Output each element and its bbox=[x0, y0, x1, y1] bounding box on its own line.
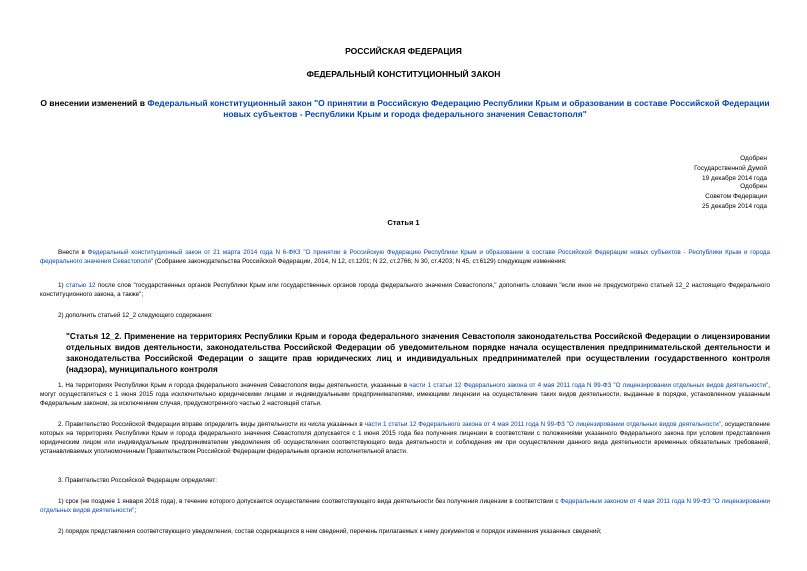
approval-council-line2: Советом Федерации bbox=[705, 193, 767, 200]
p2-law-link[interactable]: части 1 статьи 12 Федерального закона от 4 мая 2011 года N 99-ФЗ "О лицензировании отдельных видов деятельности" bbox=[364, 421, 721, 428]
p2-suffix: , осуществление которых на территориях Республики Крым и города федерального значения Севастополя допускается с 1 июня 2015 года без получения лицензии в соответствии с положениями указанного Федерального закона при условии представления юридическим лицом или индивидуальным предпринимателем уведомления об осуществлении соответствующего вида деятельности и соблюдения им при осуществлении данного вида деятельности временных обязательных требований, устанавливаемых уполномоченным Правительством Российской Федерации федеральным органом исполнительной власти. bbox=[40, 421, 770, 455]
law-title-link[interactable]: Федеральный конституционный закон "О принятии в Российскую Федерацию Республики Крым и образовании в составе Российской Федерации новых субъектов - Республики Крым и города федерального значения Севастополя" bbox=[147, 98, 770, 119]
approval-council bbox=[702, 182, 767, 212]
article-12-2-paragraph-1 bbox=[40, 381, 770, 408]
article-12-link[interactable]: статью 12 bbox=[65, 282, 96, 289]
article-1-heading: Статья 1 bbox=[387, 218, 420, 227]
federation-heading: РОССИЙСКАЯ ФЕДЕРАЦИЯ bbox=[345, 46, 462, 56]
approval-duma-line3: 19 декабря 2014 года bbox=[701, 175, 767, 182]
article-12-2-heading: "Статья 12_2. Применение на территориях Республики Крым и города федерального значения Севастополя законодательства Российской Федерации о лицензировании отдельных видов деятельности, законодательства Российской Федерации об уведомительном порядке начала осуществления предпринимательской деятельности и законодательства Российской Федерации о защите прав юридических лиц и индивидуальных предпринимателей при осуществлении государственного контроля (надзора), муниципального контроля bbox=[66, 332, 770, 374]
law-title bbox=[40, 98, 770, 120]
approval-duma-line2: Государственной Думой bbox=[694, 165, 767, 172]
p3-1-law-link[interactable]: Федеральным законом от 4 мая 2011 года N 99-ФЗ "О лицензировании отдельных видов деятельности" bbox=[40, 498, 770, 514]
article-12-2-item-3-2: 2) порядок представления соответствующего уведомления, состав содержащихся в нем сведений, перечень прилагаемых к нему документов и порядок изменения указанных сведений; bbox=[58, 528, 602, 535]
approval-duma bbox=[694, 154, 767, 184]
approval-council-line3: 25 декабря 2014 года bbox=[701, 203, 767, 210]
item1-prefix: 1) bbox=[58, 282, 66, 289]
law-type-heading: ФЕДЕРАЛЬНЫЙ КОНСТИТУЦИОННЫЙ ЗАКОН bbox=[306, 69, 501, 79]
p1-suffix: , могут осуществляться с 1 июня 2015 года исключительно юридическими лицами и индивидуальными предпринимателями, имеющими лицензии на осуществление таких видов деятельности, выданные в порядке, установленном указанным Федеральным законом, за исключением случая, предусмотренного частью 2 настоящей статьи. bbox=[40, 382, 770, 407]
p1-law-link[interactable]: части 1 статьи 12 Федерального закона от 4 мая 2011 года N 99-ФЗ "О лицензировании отдельных видов деятельности" bbox=[409, 382, 769, 389]
intro-prefix: Внести в bbox=[58, 249, 88, 256]
law-title-prefix: О внесении изменений в bbox=[40, 98, 148, 108]
article-1-intro bbox=[40, 248, 770, 266]
article-1-item-2: 2) дополнить статьей 12_2 следующего содержания: bbox=[58, 312, 213, 319]
item1-suffix: после слов "государственных органов Республики Крым или государственных органов города федерального значения Севастополя," дополнить словами "если иное не предусмотрено статьей 12_2 настоящего Федерального конституционного закона, а также"; bbox=[40, 282, 770, 298]
article-12-2-paragraph-2 bbox=[40, 420, 770, 456]
p2-prefix: 2. Правительство Российской Федерации вправе определить виды деятельности из числа указанных в bbox=[58, 421, 365, 428]
p1-prefix: 1. На территориях Республики Крым и города федерального значения Севастополя виды деятельности, указанные в bbox=[58, 382, 410, 389]
approval-council-line1: Одобрен bbox=[740, 183, 767, 190]
p3-1-prefix: 1) срок (не позднее 1 января 2018 года), в течение которого допускается осуществление соответствующего вида деятельности без получения лицензии в соответствии с bbox=[58, 498, 561, 505]
intro-suffix: (Собрание законодательства Российской Федерации, 2014, N 12, ст.1201; N 22, ст.2766; N 30, ст.4203; N 45, ст.6129) следующие изменения: bbox=[153, 258, 567, 265]
article-12-2-item-3-1 bbox=[40, 497, 770, 515]
intro-law-link[interactable]: Федеральный конституционный закон от 21 марта 2014 года N 6-ФКЗ "О принятии в Российскую Федерацию Республики Крым и образовании в составе Российской Федерации новых субъектов - Республики Крым и города федерального значения Севастополя" bbox=[40, 249, 770, 265]
article-1-item-1 bbox=[40, 281, 770, 299]
article-12-2-paragraph-3: 3. Правительство Российской Федерации определяет: bbox=[58, 477, 217, 484]
approval-duma-line1: Одобрен bbox=[740, 155, 767, 162]
p3-1-suffix: ; bbox=[134, 507, 137, 514]
